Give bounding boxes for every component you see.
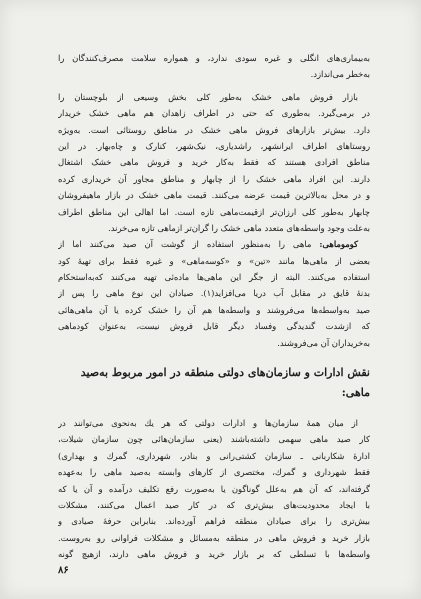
text-line: ادارهٔ شکاربانی ـ سازمان کشتی‌رانی و بنادر، شهرداری، گمرك و بهداری) <box>58 450 370 461</box>
text-line: بدنهٔ قایق در مقابل آب دریا می‌افزاید(۱). صیادان این نوع ماهی را پس از <box>58 288 370 299</box>
text-column <box>58 50 370 563</box>
page-number: ۸۶ <box>58 565 69 576</box>
heading-line: نقش ادارات و سازمان‌های دولتی منطقه در امور مربوط به‌صید <box>80 366 370 380</box>
text-line <box>58 236 370 252</box>
text-line: به‌خریداران آن می‌فروشند. <box>277 337 370 348</box>
text-line: به‌بیماری‌های انگلی و غیره سودی ندارد، و همواره سلامت مصرف‌کنندگان را <box>58 53 370 63</box>
text-line: دارند. این افراد ماهی خشک را از چابهار و مناطق مجاور آن خریداری کرده <box>58 173 370 184</box>
paragraph-3 <box>58 236 370 351</box>
text-line: با ایجاد محدودیت‌های بیش‌تری که در کار صید اعمال می‌کنند، مشکلات <box>58 499 370 510</box>
text-line: که ازشدت گندیدگی وفساد دیگر قابل فروش نیست، به‌عنوان کودماهی <box>58 321 370 332</box>
text-line: در برمی‌گیرد. به‌طوری که حتی در اطراف زاهدان هم ماهی خشک خریدار <box>58 108 370 119</box>
text-line-content: ماهی را به‌منظور استفاده از گوشت آن صید می‌کنند اما از <box>58 239 312 250</box>
paragraph-4 <box>58 415 370 563</box>
term-label: کوموماهی: <box>319 239 358 250</box>
text-line: کار صید ماهی سهمی داشته‌باشند (یعنی سازمان‌هائی چون سازمان شیلات، <box>58 434 370 445</box>
text-line: بازار فروش ماهی خشک به‌طور کلی بخش وسیعی از بلوچستان را <box>58 91 358 102</box>
paragraph-1 <box>58 50 370 83</box>
text-line: واسطه‌ها با تسلطی که بر بازار خرید و فروش ماهی دارند، ازهیچ گونه <box>58 549 370 560</box>
text-line: به‌علت وجود واسطه‌های متعدد ماهی خشک را گران‌تر ازماهی تازه می‌خرند. <box>108 222 370 233</box>
text-line: به‌خطر می‌اندازد. <box>310 69 370 80</box>
text-line: گرفته‌اند، که آن هم به‌علل گوناگون یا به‌صورت رفع تکلیف درآمده‌ و آن یا که <box>58 483 370 494</box>
paragraph-2 <box>58 89 370 237</box>
text-line: و در محل به‌بالاترین قیمت عرضه می‌کنند. قیمت ماهی خشک در بازار ماهیفروشان <box>58 190 370 201</box>
text-line: بیش‌تری را برای صیادان منطقه فراهم آورده‌اند. بنابراین حرفهٔ صیادی و <box>58 516 370 527</box>
text-line: صید به‌واسطه‌ها می‌فروشند و واسطه‌ها هم آن را خشک کرده یا آن ماهی‌هائی <box>58 304 370 315</box>
text-line: بعضی از ماهی‌ها مانند «تین» و «کوسه‌ماهی» و غیره فقط برای تهیهٔ کود <box>58 255 370 266</box>
section-heading <box>58 363 370 403</box>
text-line: مناطق افرادی هستند که فقط به‌کار خرید و فروش ماهی خشک اشتغال <box>58 157 370 168</box>
text-line: دارد. بیش‌تر بازارهای فروش ماهی خشک در مناطق روستائی است. به‌ویژه <box>58 124 370 135</box>
text-line: فقط شهرداری و گمرك، مختصری از کارهای وابسته به‌صید ماهی را به‌عهده <box>58 467 370 478</box>
text-line: از میان همهٔ سازمان‌ها و ادارات دولتی که هر یك به‌نحوی می‌توانند در <box>58 418 358 429</box>
text-line: استفاده می‌کنند. البته از جگر این ماهی‌ها ماده‌ئی تهیه می‌کنند که‌به‌استحکام <box>58 272 370 283</box>
heading-line: ماهی: <box>341 386 370 400</box>
text-line: چابهار به‌طور کلی ارزان‌تر ازقیمت‌ماهی تازه است. اما اهالی این مناطق اطراف <box>58 206 370 217</box>
text-line: بازار خرید و فروش ماهی در منطقه به‌مسائل و مشکلات فراوانی رو به‌روست. <box>58 532 370 543</box>
text-line: روستاهای اطراف ایرانشهر، راشدیاری، نیک‌شهر، کنارک و چاه‌بهار. در این <box>58 140 370 151</box>
